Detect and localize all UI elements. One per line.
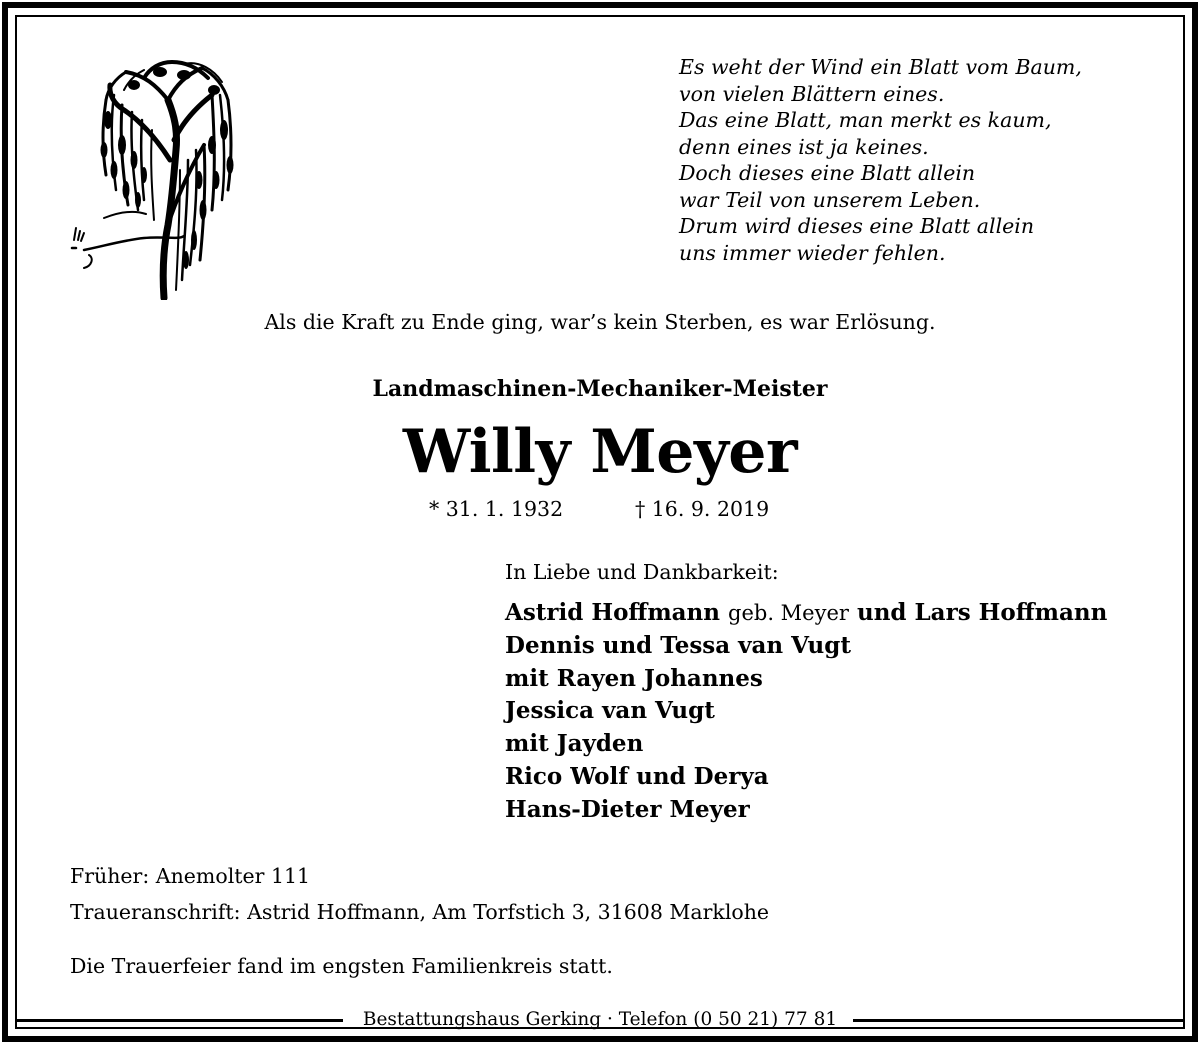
poem-line: Es weht der Wind ein Blatt vom Baum, — [679, 55, 1082, 79]
death-date: † 16. 9. 2019 — [635, 497, 770, 521]
mourner-nee: geb. Meyer — [728, 601, 849, 625]
poem-line: Doch dieses eine Blatt allein — [679, 161, 976, 185]
mourner-row: Dennis und Tessa van Vugt — [505, 631, 851, 659]
mourner-row: Rico Wolf und Derya — [505, 762, 769, 790]
mourners-intro: In Liebe und Dankbarkeit: — [505, 560, 779, 584]
mourner-row: Jessica van Vugt — [505, 697, 715, 725]
motto: Als die Kraft zu Ende ging, war’s kein Sterben, es war Erlösung. — [264, 310, 936, 334]
weeping-willow-icon — [64, 50, 244, 300]
mourner-name: Astrid Hoffmann — [505, 599, 720, 626]
poem-line: von vielen Blättern eines. — [679, 81, 945, 106]
poem — [679, 54, 1082, 266]
ceremony-note: Die Trauerfeier fand im engsten Familienkreis statt. — [70, 954, 613, 978]
funeral-home-footer: Bestattungshaus Gerking · Telefon (0 50 21) 77 81 — [362, 1009, 838, 1030]
mourner-row: Hans-Dieter Meyer — [505, 795, 750, 823]
mourner-name: und Lars Hoffmann — [856, 599, 1108, 626]
mourner-row: mit Jayden — [505, 730, 644, 758]
former-address: Früher: Anemolter 111 — [70, 864, 311, 888]
poem-line: denn eines ist ja keines. — [679, 134, 929, 159]
poem-line: Drum wird dieses eine Blatt allein — [679, 214, 1035, 238]
deceased-name: Willy Meyer — [402, 417, 798, 487]
mourners-list — [505, 597, 1107, 827]
mourner-row — [505, 597, 1107, 630]
birth-date: * 31. 1. 1932 — [429, 497, 564, 521]
poem-line: uns immer wieder fehlen. — [679, 240, 946, 265]
mourner-row: mit Rayen Johannes — [505, 664, 763, 692]
deceased-profession: Landmaschinen-Mechaniker-Meister — [372, 376, 828, 402]
poem-line: war Teil von unserem Leben. — [679, 187, 981, 212]
poem-line: Das eine Blatt, man merkt es kaum, — [679, 108, 1052, 132]
mourning-address: Traueranschrift: Astrid Hoffmann, Am Torfstich 3, 31608 Marklohe — [70, 900, 770, 924]
